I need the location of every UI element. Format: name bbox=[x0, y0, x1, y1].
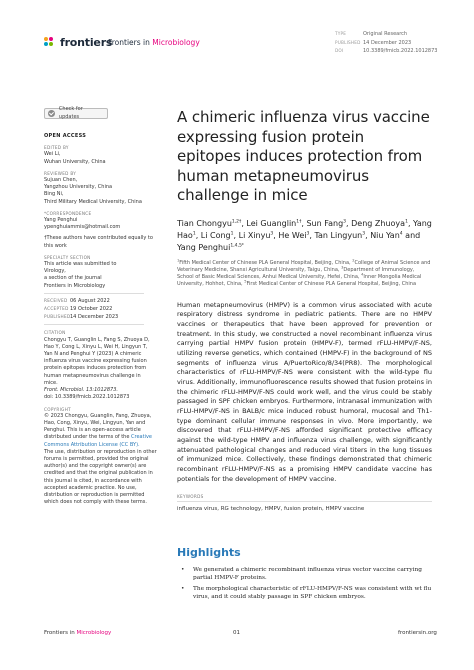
article-meta bbox=[335, 30, 437, 56]
author[interactable]: Li Xinyu bbox=[238, 230, 271, 240]
correspondence-label: *CORRESPONDENCE bbox=[44, 210, 92, 216]
author[interactable]: Yang Hao bbox=[177, 218, 432, 240]
check-badge-icon bbox=[48, 110, 55, 117]
abstract: Human metapneumovirus (HMPV) is a common virus associated with acute respiratory distress syndrome in pediatric patients. There are no HMPV vaccines or therapeutics that have been approved for prevention or treatment. In this study, we constructed a novel recombinant influenza virus carrying partial HMPV fusion protein (HMPV-F), termed rFLU-HMPV/F-NS, utilizing reverse genetics, which contained (HMPV-F) in the background of NS segments of influenza virus A/PuertoRico/8/34(PR8). The morphological characteristics of rFLU-HMPV/F-NS were consistent with the wild-type flu virus. Additionally, immunofluorescence results showed that fusion proteins in the chimeric rFLU-HMPV/F-NS could work well, and the virus could be stably passaged in SPF chicken embryos. Furthermore, intranasal immunization with rFLU-HMPV/F-NS in BALB/c mice induced robust humoral, mucosal and Th1-type dominant cellular immune responses in vivo. More importantly, we discovered that rFLU-HMPV/F-NS afforded significant protective efficacy against the wild-type HMPV and influenza virus challenge, with significantly attenuated pathological changes and reduced viral titers in the lung tissues of immunized mice. Collectively, these findings demonstrated that chimeric recombinant rFLU-HMPV/F-NS as a promising HMPV candidate vaccine has potentials for the development of HMPV vaccine. bbox=[177, 300, 432, 483]
journal-accent: Microbiology bbox=[152, 38, 200, 47]
author[interactable]: Lei Guanglin bbox=[246, 218, 297, 228]
page-number: 01 bbox=[233, 630, 240, 636]
article-main bbox=[177, 108, 432, 512]
meta-type: TYPE Original Research bbox=[335, 31, 408, 37]
list-item: • We generated a chimeric recombinant influenza virus vector vaccine carrying partial HMPV-F proteins. bbox=[177, 566, 442, 582]
copyright-label: COPYRIGHT bbox=[44, 406, 72, 412]
author[interactable]: Tian Chongyu bbox=[177, 218, 232, 228]
open-access-label: OPEN ACCESS bbox=[44, 133, 87, 139]
author[interactable]: Sun Fang bbox=[306, 218, 344, 228]
page-header bbox=[0, 0, 474, 84]
affiliations: $^1$Fifth Medical Center of Chinese PLA General Hospital, Beijing, China, $^2$College of Animal Science and Veterinary Medicine, Shanxi Agricultural University, Taigu, China, $^3$Department of Immunology, School of Basic Medical Sciences, Anhui Medical University, Hefei, China, $^4$Inner Mongolia Medical University, Hohhot, China, $^5$First Medical Center of Chinese PLA General Hospital, Beijing, China bbox=[177, 257, 431, 288]
highlights-heading: Highlights bbox=[177, 546, 241, 559]
sidebar-divider bbox=[44, 293, 144, 294]
article-sidebar: Check for updates OPEN ACCESS EDITED BY Wei Li, Wuhan University, China REVIEWED BY Sujuan Chen, Yangzhou University, China Bing Ni, Third Military Medical University, China *CORRESPONDENCE Yang Penghui ypenghuiammis@hotmail.com †These authors have contributed equally to this work SPECIALTY SECTION This article was submitted to Virology, a section of the journal Frontiers in Microbiology RECEIVED 06 August 2022 ACCEPTED19 October 2022 PUBLISHED14 December 2023 CITATION Chongyu T, Guanglin L, Fang S, Zhuoya D, Hao Y, Cong L, Xinyu L, Wei H, Lingyun T, Yan N and Penghui Y (2023) A chimeric influenza virus vaccine expressing fusion protein epitopes induces protection from human metapneumovirus challenge in mice. Front. Microbiol. 13:1012873. doi: 10.3389/fmicb.2022.1012873 COPYRIGHT © 2023 Chongyu, Guanglin, Fang, Zhuoya, Hao, Cong, Xinyu, Wei, Lingyun, Yan and Penghui. This is an open-access article distributed under the terms of the Creative Commons Attribution License (CC BY). The use, distribution or reproduction in other forums is permitted, provided the original author(s) and the copyright owner(s) are credited and that the original publication in this journal is cited, in accordance with accepted academic practice. No use, distribution or reproduction is permitted which does not comply with these terms. bbox=[44, 108, 162, 506]
license-link[interactable]: Creative bbox=[131, 434, 152, 441]
meta-doi: DOI 10.3389/fmicb.2022.1012873 bbox=[335, 48, 438, 54]
author[interactable]: Deng Zhuoya bbox=[351, 218, 406, 228]
frontiers-logo[interactable] bbox=[44, 36, 112, 49]
keywords-label: KEYWORDS bbox=[177, 494, 204, 500]
correspondence-email[interactable]: ypenghuiammis@hotmail.com bbox=[44, 224, 121, 231]
date-published: PUBLISHED14 December 2023 bbox=[44, 314, 119, 321]
sidebar-divider bbox=[44, 324, 144, 325]
keywords: influenza virus, RG technology, HMPV, fusion protein, HMPV vaccine bbox=[177, 506, 365, 513]
list-item: • The morphological characteristic of rFLU-HMPV/F-NS was consistent with wt flu virus, and it could stably passage in SPF chicken embryos. bbox=[177, 585, 442, 601]
journal-name[interactable] bbox=[108, 38, 200, 47]
author[interactable]: He Wei bbox=[278, 230, 307, 240]
check-for-updates-button[interactable]: Check for updates bbox=[44, 108, 108, 119]
frontiers-logo-icon bbox=[44, 37, 56, 49]
keywords-divider bbox=[177, 501, 432, 502]
license-link[interactable]: Commons Attribution License (CC BY). bbox=[44, 441, 140, 448]
reviewed-by-label: REVIEWED BY bbox=[44, 170, 77, 176]
author-list: Tian Chongyu$^{1,2\dagger}$, Lei Guanglin$^{1\dagger}$, Sun Fang$^3$, Deng Zhuoya$^1$, Yang Hao$^1$, Li Cong$^1$, Li Xinyu$^3$, He Wei$^3$, Tan Lingyun$^3$, Niu Yan$^4$ and Yang Penghui$^{1,4,5*}$ bbox=[177, 218, 432, 252]
article-title: A chimeric influenza virus vaccine expressing fusion protein epitopes induces protection from human metapneumovirus challenge in mice bbox=[177, 108, 430, 204]
footer-site-link[interactable]: frontiersin.org bbox=[398, 630, 437, 636]
edited-by-label: EDITED BY bbox=[44, 145, 69, 151]
logo-text: frontiers bbox=[60, 36, 113, 49]
specialty-section-label: SPECIALTY SECTION bbox=[44, 254, 91, 260]
journal-prefix: Frontiers in bbox=[108, 38, 153, 47]
page-footer bbox=[0, 627, 474, 641]
date-accepted: ACCEPTED19 October 2022 bbox=[44, 306, 113, 313]
date-received: RECEIVED 06 August 2022 bbox=[44, 297, 110, 304]
highlights-list bbox=[177, 566, 442, 604]
author[interactable]: Li Cong bbox=[200, 230, 231, 240]
citation-label: CITATION bbox=[44, 330, 66, 336]
author[interactable]: Niu Yan bbox=[370, 230, 400, 240]
citation-doi[interactable]: doi: 10.3389/fmicb.2022.1012873 bbox=[44, 394, 130, 401]
footer-journal[interactable]: Frontiers in Microbiology bbox=[44, 630, 112, 636]
meta-published: PUBLISHED 14 December 2023 bbox=[335, 39, 412, 46]
author[interactable]: Yang Penghui bbox=[177, 242, 231, 252]
author[interactable]: Tan Lingyun bbox=[314, 230, 363, 240]
